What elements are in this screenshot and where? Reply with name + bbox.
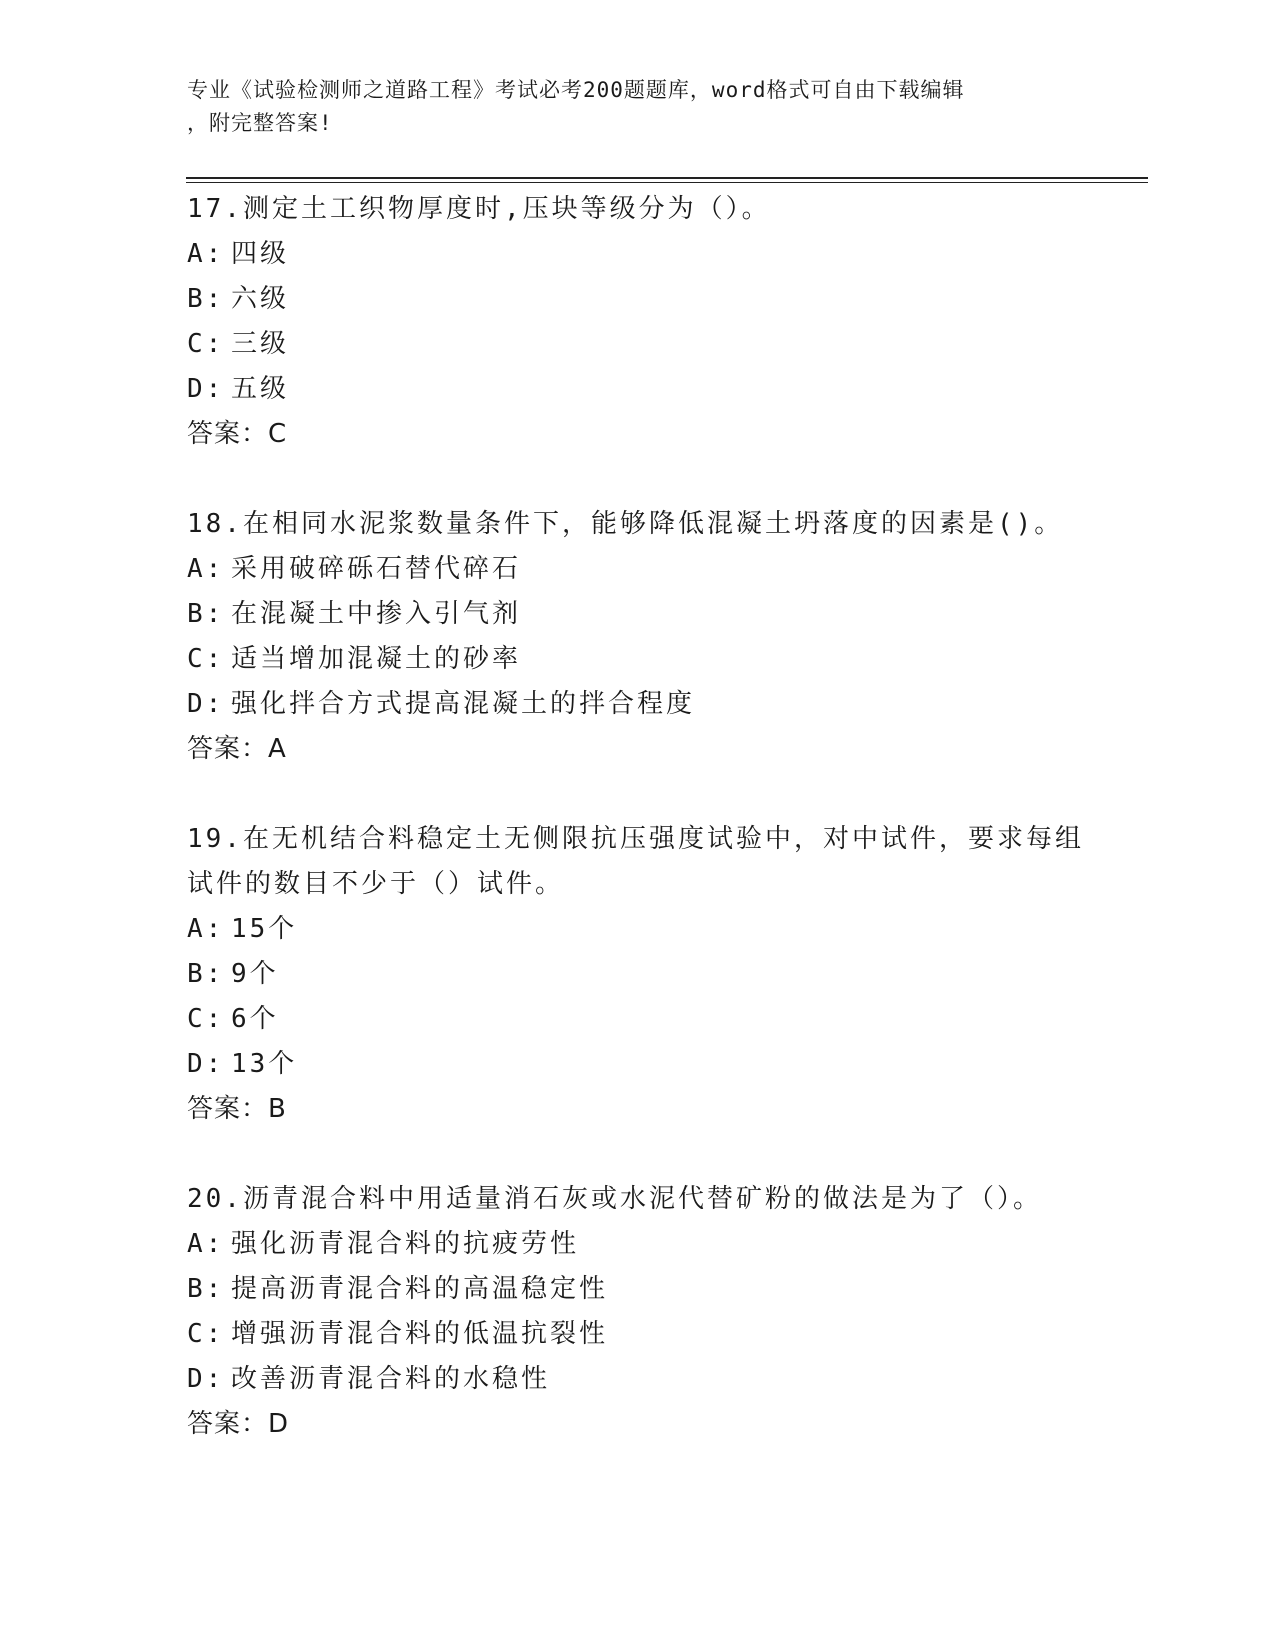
option-a <box>187 1222 1087 1267</box>
option-letter: D: <box>187 1364 225 1394</box>
header-line-1: 专业《试验检测师之道路工程》考试必考200题题库，word格式可自由下载编辑 <box>187 78 965 102</box>
question-text: 测定土工织物厚度时,压块等级分为（）。 <box>242 194 771 224</box>
question-number: 18. <box>187 509 243 539</box>
option-letter: C: <box>187 1004 225 1034</box>
option-text: 强化拌合方式提高混凝土的拌合程度 <box>231 689 696 719</box>
option-b <box>187 277 1087 322</box>
option-b <box>187 1267 1087 1312</box>
option-d <box>187 682 1087 727</box>
question-number: 17. <box>187 194 243 224</box>
question-20 <box>187 1177 1087 1447</box>
option-text: 适当增加混凝土的砂率 <box>231 644 522 674</box>
option-letter: D: <box>187 374 225 404</box>
answer-line: 答案：C <box>187 419 288 449</box>
option-letter: A: <box>187 554 225 584</box>
option-letter: B: <box>187 1274 225 1304</box>
question-stem <box>187 1177 1087 1222</box>
question-17 <box>187 187 1087 457</box>
option-letter: B: <box>187 284 225 314</box>
option-c <box>187 997 1087 1042</box>
option-text: 提高沥青混合料的高温稳定性 <box>231 1274 609 1304</box>
option-d <box>187 1357 1087 1402</box>
answer-line: 答案：A <box>187 734 287 764</box>
option-letter: B: <box>187 599 225 629</box>
question-19 <box>187 817 1087 1132</box>
option-text: 9个 <box>231 959 279 989</box>
answer-line: 答案：B <box>187 1094 287 1124</box>
question-text: 在相同水泥浆数量条件下，能够降低混凝土坍落度的因素是()。 <box>242 509 1064 539</box>
option-letter: C: <box>187 329 225 359</box>
option-d <box>187 1042 1087 1087</box>
option-text: 6个 <box>231 1004 279 1034</box>
option-text: 强化沥青混合料的抗疲劳性 <box>231 1229 580 1259</box>
option-text: 五级 <box>231 374 290 404</box>
option-b <box>187 592 1087 637</box>
option-text: 四级 <box>231 239 290 269</box>
option-a <box>187 232 1087 277</box>
question-stem-continued: 试件的数目不少于（）试件。 <box>187 869 565 899</box>
option-text: 改善沥青混合料的水稳性 <box>231 1364 551 1394</box>
option-c <box>187 637 1087 682</box>
option-letter: D: <box>187 1049 225 1079</box>
question-text: 沥青混合料中用适量消石灰或水泥代替矿粉的做法是为了（）。 <box>242 1184 1042 1214</box>
option-letter: C: <box>187 644 225 674</box>
option-c <box>187 322 1087 367</box>
option-text: 13个 <box>231 1049 298 1079</box>
question-stem <box>187 502 1087 547</box>
option-text: 三级 <box>231 329 290 359</box>
option-text: 六级 <box>231 284 290 314</box>
option-letter: A: <box>187 914 225 944</box>
header-divider <box>186 177 1148 183</box>
option-a <box>187 547 1087 592</box>
header-line-2: ，附完整答案! <box>187 111 333 135</box>
question-18 <box>187 502 1087 772</box>
question-stem <box>187 187 1087 232</box>
option-text: 采用破碎砾石替代碎石 <box>231 554 522 584</box>
option-b <box>187 952 1087 997</box>
option-c <box>187 1312 1087 1357</box>
option-letter: C: <box>187 1319 225 1349</box>
question-text: 在无机结合料稳定土无侧限抗压强度试验中，对中试件，要求每组 <box>242 824 1084 854</box>
answer-line: 答案：D <box>187 1409 290 1439</box>
option-text: 在混凝土中掺入引气剂 <box>231 599 522 629</box>
option-text: 15个 <box>231 914 298 944</box>
document-header <box>187 74 1077 140</box>
question-stem <box>187 817 1087 862</box>
option-a <box>187 907 1087 952</box>
option-d <box>187 367 1087 412</box>
question-number: 19. <box>187 824 243 854</box>
option-letter: B: <box>187 959 225 989</box>
option-letter: D: <box>187 689 225 719</box>
option-letter: A: <box>187 239 225 269</box>
question-number: 20. <box>187 1184 243 1214</box>
option-letter: A: <box>187 1229 225 1259</box>
option-text: 增强沥青混合料的低温抗裂性 <box>231 1319 609 1349</box>
